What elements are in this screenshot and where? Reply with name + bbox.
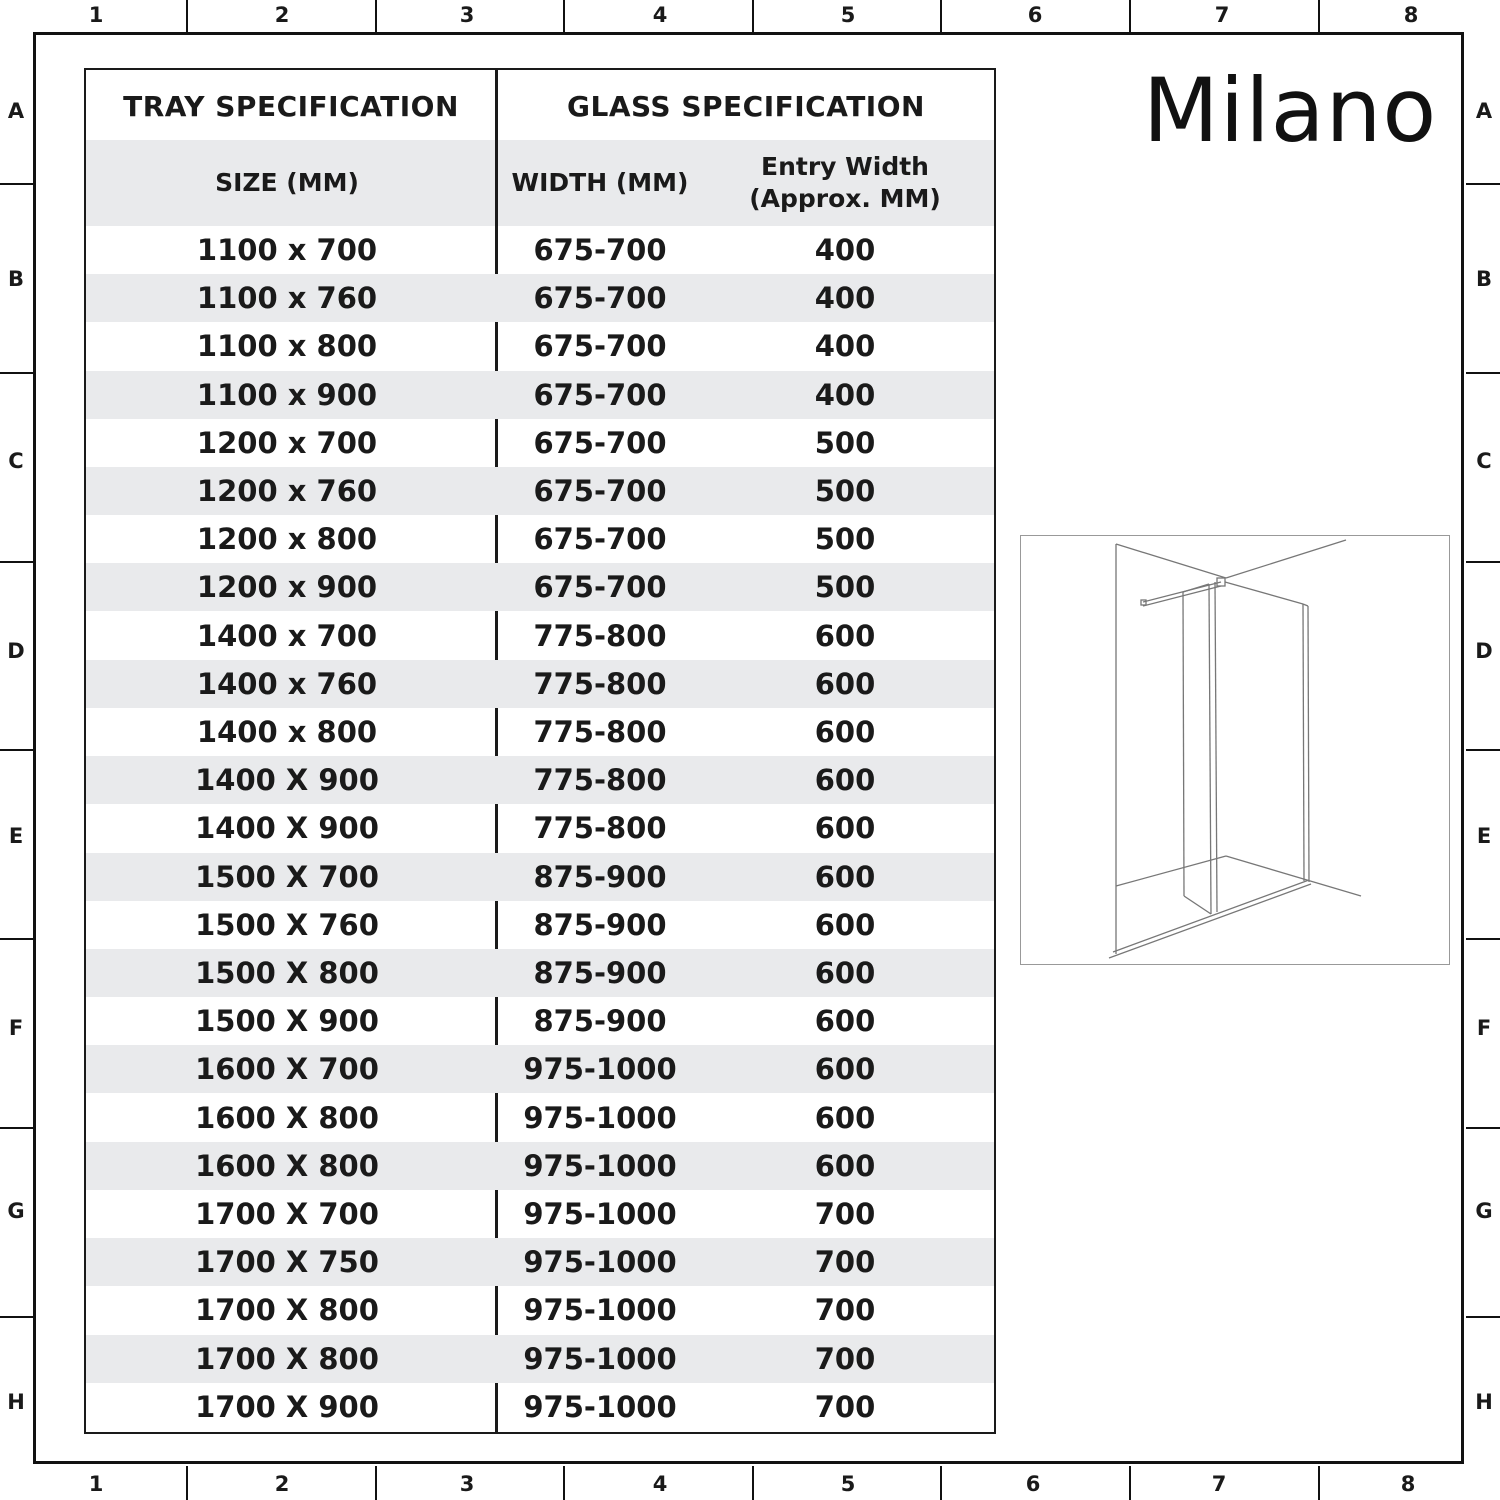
glass-width-cell: 975-1000 [523,1341,677,1376]
size-cell: 1100 x 700 [196,233,378,267]
frame-tick [0,1127,34,1129]
entry-width-cell: 600 [814,618,876,653]
size-cell: 1700 X 800 [195,1341,379,1376]
glass-width-cell: 975-1000 [523,1197,677,1231]
frame-tick [0,183,34,185]
table-row [86,660,994,708]
row-marker-right: E [1476,824,1492,848]
row-marker-left: A [7,99,25,123]
column-marker-top: 8 [1403,3,1419,27]
table-row [86,515,994,563]
shower-screen-drawing [1020,535,1450,965]
size-cell: 1600 X 700 [195,1052,379,1087]
column-marker-bottom: 3 [459,1472,475,1496]
column-marker-bottom: 7 [1211,1472,1227,1496]
tray-spec-header: TRAY SPECIFICATION [123,89,459,123]
entry-width-header-line1: Entry Width [761,152,929,181]
glass-width-cell: 675-700 [533,281,667,316]
entry-width-cell: 600 [814,956,876,990]
glass-width-cell: 875-900 [533,907,667,942]
entry-width-cell: 700 [814,1197,876,1231]
size-cell: 1400 X 900 [195,763,379,798]
entry-width-cell: 500 [814,522,876,557]
glass-width-cell: 775-800 [533,763,667,798]
entry-width-cell: 600 [814,1004,876,1039]
size-cell: 1400 x 700 [196,618,378,653]
table-row [86,1383,994,1431]
glass-width-cell: 975-1000 [523,1389,677,1424]
size-cell: 1700 X 700 [195,1197,379,1231]
frame-tick [752,1466,754,1500]
entry-width-cell: 400 [814,377,876,412]
size-cell: 1500 X 700 [195,859,379,894]
table-row [86,322,994,370]
glass-width-cell: 975-1000 [523,1052,677,1087]
size-column-header: SIZE (MM) [215,168,359,197]
size-cell: 1500 X 760 [195,907,379,942]
frame-tick [1129,1466,1131,1500]
entry-width-cell: 700 [814,1293,876,1328]
entry-width-cell: 600 [814,763,876,798]
size-cell: 1100 x 800 [196,329,378,364]
entry-width-cell: 600 [814,715,876,749]
glass-width-cell: 675-700 [533,329,667,364]
frame-tick [375,1466,377,1500]
row-marker-right: D [1475,639,1493,663]
frame-tick [940,0,942,32]
entry-width-cell: 700 [814,1341,876,1376]
frame-tick [1466,1127,1500,1129]
table-row [86,949,994,997]
size-cell: 1400 x 760 [196,666,378,701]
column-marker-bottom: 5 [840,1472,856,1496]
size-cell: 1200 x 760 [196,474,378,508]
row-marker-left: D [7,639,25,663]
table-row [86,756,994,804]
table-row [86,708,994,756]
size-cell: 1100 x 760 [196,281,378,316]
column-marker-top: 2 [274,3,290,27]
row-marker-right: H [1475,1390,1493,1414]
size-cell: 1700 X 800 [195,1293,379,1328]
glass-width-cell: 975-1000 [523,1148,677,1183]
entry-width-cell: 600 [814,1148,876,1183]
table-row [86,1190,994,1238]
table-row [86,563,994,611]
frame-tick [1129,0,1131,32]
frame-tick [1466,749,1500,751]
table-row [86,1286,994,1334]
size-cell: 1200 x 900 [196,570,378,605]
row-marker-right: G [1475,1199,1493,1223]
column-marker-top: 5 [840,3,856,27]
glass-width-cell: 875-900 [533,859,667,894]
size-cell: 1400 x 800 [196,715,378,749]
table-row [86,901,994,949]
glass-width-cell: 675-700 [533,570,667,605]
column-marker-bottom: 2 [274,1472,290,1496]
table-row [86,419,994,467]
entry-width-cell: 600 [814,811,876,846]
glass-width-cell: 675-700 [533,474,667,508]
table-row [86,467,994,515]
shower-screen-illustration [1021,536,1449,964]
frame-tick [186,1466,188,1500]
frame-tick [563,1466,565,1500]
size-cell: 1200 x 800 [196,522,378,557]
row-marker-left: G [7,1199,25,1223]
glass-width-cell: 975-1000 [523,1293,677,1328]
row-marker-left: F [8,1016,24,1040]
column-marker-bottom: 1 [88,1472,104,1496]
brand-logo: Milano [1142,59,1438,162]
size-cell: 1700 X 900 [195,1389,379,1424]
table-row [86,612,994,660]
entry-width-cell: 600 [814,907,876,942]
frame-tick [0,749,34,751]
column-marker-top: 7 [1214,3,1230,27]
glass-width-cell: 775-800 [533,715,667,749]
size-cell: 1600 X 800 [195,1148,379,1183]
glass-width-cell: 875-900 [533,956,667,990]
size-cell: 1200 x 700 [196,425,378,460]
entry-width-cell: 400 [814,233,876,267]
frame-tick [1318,1466,1320,1500]
entry-width-cell: 500 [814,474,876,508]
glass-spec-header: GLASS SPECIFICATION [567,89,925,123]
frame-tick [375,0,377,32]
glass-width-cell: 675-700 [533,425,667,460]
column-marker-top: 1 [88,3,104,27]
frame-tick [1466,561,1500,563]
frame-tick [0,561,34,563]
table-row [86,1142,994,1190]
row-marker-left: H [7,1390,25,1414]
table-row [86,226,994,274]
frame-tick [0,1316,34,1318]
column-marker-top: 6 [1027,3,1043,27]
entry-width-cell: 600 [814,1052,876,1087]
entry-width-cell: 600 [814,666,876,701]
row-marker-right: B [1475,267,1492,291]
table-row [86,1335,994,1383]
table-row [86,1238,994,1286]
frame-tick [186,0,188,32]
frame-tick [0,938,34,940]
table-row [86,804,994,852]
glass-width-cell: 675-700 [533,377,667,412]
glass-width-cell: 675-700 [533,233,667,267]
entry-width-cell: 600 [814,859,876,894]
size-cell: 1700 X 750 [195,1245,379,1280]
entry-width-cell: 500 [814,570,876,605]
entry-width-cell: 400 [814,329,876,364]
entry-width-cell: 500 [814,425,876,460]
table-row [86,371,994,419]
size-cell: 1600 X 800 [195,1100,379,1135]
entry-width-cell: 400 [814,281,876,316]
frame-tick [1318,0,1320,32]
column-marker-top: 3 [459,3,475,27]
entry-width-cell: 700 [814,1389,876,1424]
glass-width-cell: 775-800 [533,666,667,701]
row-marker-left: E [8,824,24,848]
frame-tick [1466,372,1500,374]
row-marker-right: C [1476,449,1492,473]
frame-tick [1466,938,1500,940]
glass-width-cell: 875-900 [533,1004,667,1039]
glass-width-cell: 975-1000 [523,1245,677,1280]
column-marker-bottom: 4 [652,1472,668,1496]
frame-tick [563,0,565,32]
glass-width-cell: 975-1000 [523,1100,677,1135]
table-row [86,1094,994,1142]
size-cell: 1500 X 800 [195,956,379,990]
column-marker-bottom: 8 [1400,1472,1416,1496]
glass-width-cell: 775-800 [533,811,667,846]
size-cell: 1500 X 900 [195,1004,379,1039]
glass-width-cell: 675-700 [533,522,667,557]
row-marker-right: A [1475,99,1493,123]
row-marker-left: B [7,267,24,291]
width-column-header: WIDTH (MM) [511,168,689,197]
frame-tick [940,1466,942,1500]
table-row [86,853,994,901]
frame-tick [1466,183,1500,185]
size-cell: 1100 x 900 [196,377,378,412]
row-marker-left: C [8,449,24,473]
table-row [86,274,994,322]
entry-width-header-line2: (Approx. MM) [749,184,941,213]
row-marker-right: F [1476,1016,1492,1040]
frame-tick [0,372,34,374]
frame-tick [752,0,754,32]
column-marker-bottom: 6 [1025,1472,1041,1496]
entry-width-cell: 700 [814,1245,876,1280]
table-row [86,997,994,1045]
column-marker-top: 4 [652,3,668,27]
entry-width-cell: 600 [814,1100,876,1135]
table-row [86,1045,994,1093]
frame-tick [1466,1316,1500,1318]
entry-width-column-header [744,140,946,226]
glass-width-cell: 775-800 [533,618,667,653]
size-cell: 1400 X 900 [195,811,379,846]
